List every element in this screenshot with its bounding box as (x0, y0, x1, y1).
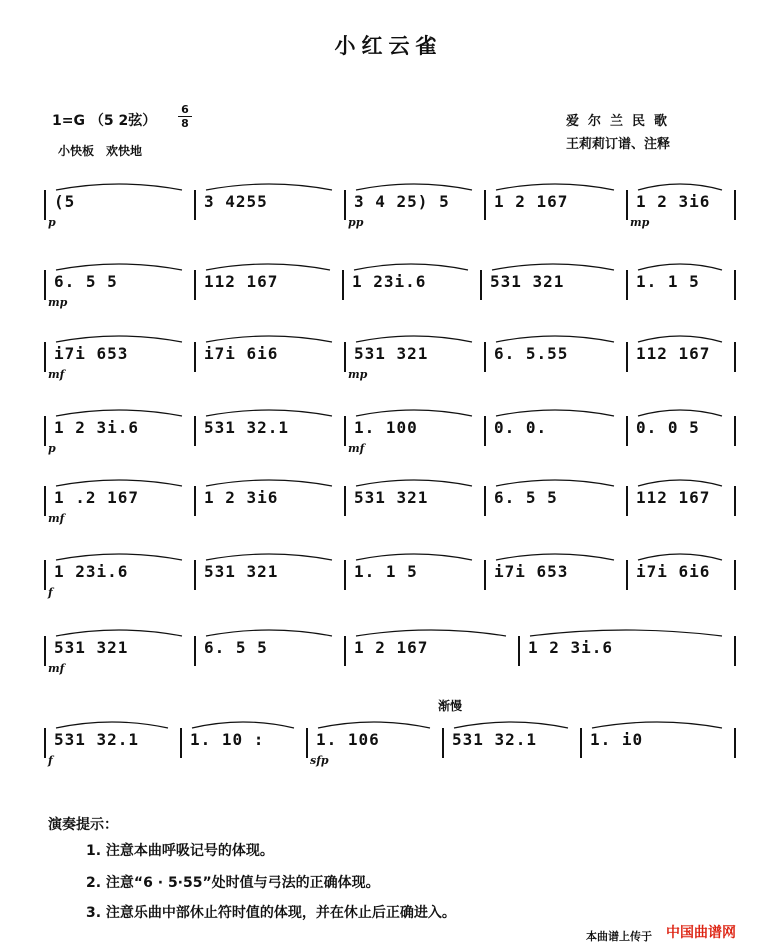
measure-notes: 112 167 (636, 344, 711, 363)
bar-line (44, 486, 46, 516)
measure-notes: 6. 5 5 (54, 272, 118, 291)
bar-line (44, 416, 46, 446)
dynamic-marking: mp (48, 296, 68, 309)
slur-mark (496, 480, 614, 486)
slur-mark (318, 722, 430, 728)
time-signature (178, 104, 192, 129)
score-row (44, 404, 734, 456)
score-row (44, 716, 734, 768)
measure-notes: 1 2 167 (354, 638, 429, 657)
measure-notes: 1 2 3i.6 (528, 638, 614, 657)
measure-notes: 1. 100 (354, 418, 418, 437)
ritardando-marking: 渐慢 (438, 699, 463, 713)
measure-notes: 1 2 3i6 (204, 488, 279, 507)
slur-mark (530, 630, 722, 636)
measure-notes: i7i 6i6 (204, 344, 279, 363)
tips-heading: 演奏提示： (48, 817, 118, 833)
slur-mark (492, 264, 614, 270)
bar-line (734, 270, 736, 300)
measure-notes: 531 321 (204, 562, 279, 581)
slur-mark (206, 630, 332, 636)
bar-line (44, 342, 46, 372)
bar-line (44, 190, 46, 220)
bar-line (194, 416, 196, 446)
bar-line (44, 728, 46, 758)
dynamic-marking: f (48, 586, 53, 599)
bar-line (734, 560, 736, 590)
slur-mark (56, 410, 182, 416)
bar-line (344, 342, 346, 372)
slur-mark (592, 722, 722, 728)
slur-mark (638, 480, 722, 486)
bar-line (194, 342, 196, 372)
measure-notes: 531 32.1 (204, 418, 290, 437)
bar-line (44, 560, 46, 590)
bar-line (342, 270, 344, 300)
slur-mark (56, 630, 182, 636)
measure-notes: 6. 5 5 (494, 488, 558, 507)
slur-mark (56, 264, 182, 270)
score-row (44, 548, 734, 600)
bar-line (484, 486, 486, 516)
bar-line (734, 342, 736, 372)
bar-line (484, 190, 486, 220)
slur-mark (454, 722, 568, 728)
slur-mark (638, 336, 722, 342)
measure-notes: i7i 6i6 (636, 562, 711, 581)
measure-notes: 531 321 (54, 638, 129, 657)
song-origin: 爱尔兰民歌 (566, 114, 677, 129)
measure-notes: 1. 1 5 (354, 562, 418, 581)
slur-mark (356, 184, 472, 190)
meter-numerator: 6 (181, 103, 189, 116)
slur-mark (356, 410, 472, 416)
score-row (44, 474, 734, 526)
measure-notes: 1 .2 167 (54, 488, 140, 507)
slur-mark (496, 554, 614, 560)
measure-notes: i7i 653 (54, 344, 129, 363)
measure-notes: 531 321 (354, 488, 429, 507)
slur-mark (56, 480, 182, 486)
tip-item-2: 2. 注意“6 · 5·55”处时值与弓法的正确体现。 (86, 875, 380, 891)
measure-notes: 1 23i.6 (352, 272, 427, 291)
bar-line (626, 342, 628, 372)
bar-line (344, 636, 346, 666)
slur-mark (356, 480, 472, 486)
measure-notes: 1. 1 5 (636, 272, 700, 291)
slur-mark (638, 554, 722, 560)
measure-notes: 1 23i.6 (54, 562, 129, 581)
measure-notes: 0. 0. (494, 418, 548, 437)
slur-mark (638, 184, 722, 190)
bar-line (626, 560, 628, 590)
bar-line (194, 486, 196, 516)
bar-line (734, 190, 736, 220)
score-row (44, 178, 734, 230)
measure-notes: 112 167 (204, 272, 279, 291)
bar-line (180, 728, 182, 758)
slur-mark (56, 554, 182, 560)
measure-notes: 1 2 3i.6 (54, 418, 140, 437)
bar-line (518, 636, 520, 666)
bar-line (194, 190, 196, 220)
measure-notes: 3 4255 (204, 192, 268, 211)
bar-line (580, 728, 582, 758)
measure-notes: 6. 5.55 (494, 344, 569, 363)
measure-notes: 6. 5 5 (204, 638, 268, 657)
measure-notes: (5 (54, 192, 76, 211)
slur-mark (354, 264, 468, 270)
dynamic-marking: mf (48, 368, 65, 381)
bar-line (734, 728, 736, 758)
measure-notes: 0. 0 5 (636, 418, 700, 437)
measure-notes: 531 32.1 (452, 730, 538, 749)
measure-notes: 1. i0 (590, 730, 644, 749)
measure-notes: 1 2 3i6 (636, 192, 711, 211)
bar-line (480, 270, 482, 300)
bar-line (484, 342, 486, 372)
bar-line (344, 486, 346, 516)
measure-notes: 1 2 167 (494, 192, 569, 211)
slur-mark (206, 264, 330, 270)
slur-mark (206, 410, 332, 416)
dynamic-marking: p (48, 216, 56, 229)
measure-notes: i7i 653 (494, 562, 569, 581)
dynamic-marking: mp (348, 368, 368, 381)
bar-line (44, 636, 46, 666)
measure-notes: 112 167 (636, 488, 711, 507)
measure-notes: 1. 106 (316, 730, 380, 749)
dynamic-marking: f (48, 754, 53, 767)
slur-mark (496, 336, 614, 342)
bar-line (194, 560, 196, 590)
slur-mark (206, 336, 332, 342)
bar-line (194, 636, 196, 666)
tip-item-3: 3. 注意乐曲中部休止符时值的体现，并在休止后正确进入。 (86, 905, 456, 921)
tip-item-1: 1. 注意本曲呼吸记号的体现。 (86, 843, 274, 859)
measure-notes: 3 4 25) 5 (354, 192, 450, 211)
bar-line (734, 416, 736, 446)
slur-mark (206, 554, 332, 560)
measure-notes: 531 321 (490, 272, 565, 291)
slur-mark (356, 630, 506, 636)
dynamic-marking: pp (348, 216, 364, 229)
bar-line (306, 728, 308, 758)
slur-mark (56, 184, 182, 190)
measure-notes: 531 321 (354, 344, 429, 363)
slur-mark (56, 336, 182, 342)
score-row (44, 258, 734, 310)
bar-line (442, 728, 444, 758)
slur-mark (206, 480, 332, 486)
dynamic-marking: sfp (310, 754, 329, 767)
bar-line (194, 270, 196, 300)
bar-line (626, 416, 628, 446)
bar-line (734, 636, 736, 666)
bar-line (344, 560, 346, 590)
tempo-marking: 小快板 欢快地 (58, 144, 143, 158)
song-arranger: 王莉莉订谱、注释 (566, 137, 671, 152)
dynamic-marking: p (48, 442, 56, 455)
bar-line (734, 486, 736, 516)
footer-text: 本曲谱上传于 (586, 930, 652, 943)
bar-line (626, 270, 628, 300)
score-row (44, 330, 734, 382)
bar-line (626, 190, 628, 220)
measure-notes: 1. 10 : (190, 730, 265, 749)
dynamic-marking: mf (48, 662, 65, 675)
site-logo: 中国曲谱网 (666, 925, 736, 941)
bar-line (344, 416, 346, 446)
bar-line (344, 190, 346, 220)
slur-mark (356, 336, 472, 342)
bar-line (484, 416, 486, 446)
slur-mark (56, 722, 168, 728)
slur-mark (206, 184, 332, 190)
slur-mark (638, 410, 722, 416)
score-row (44, 624, 734, 676)
bar-line (626, 486, 628, 516)
dynamic-marking: mp (630, 216, 650, 229)
measure-notes: 531 32.1 (54, 730, 140, 749)
bar-line (44, 270, 46, 300)
slur-mark (496, 184, 614, 190)
song-title: 小红云雀 (334, 34, 443, 58)
meter-denominator: 8 (181, 117, 189, 130)
slur-mark (496, 410, 614, 416)
key-signature: 1=G （5 2弦） (52, 113, 157, 129)
dynamic-marking: mf (348, 442, 365, 455)
slur-mark (356, 554, 472, 560)
dynamic-marking: mf (48, 512, 65, 525)
slur-mark (638, 264, 722, 270)
bar-line (484, 560, 486, 590)
slur-mark (192, 722, 294, 728)
